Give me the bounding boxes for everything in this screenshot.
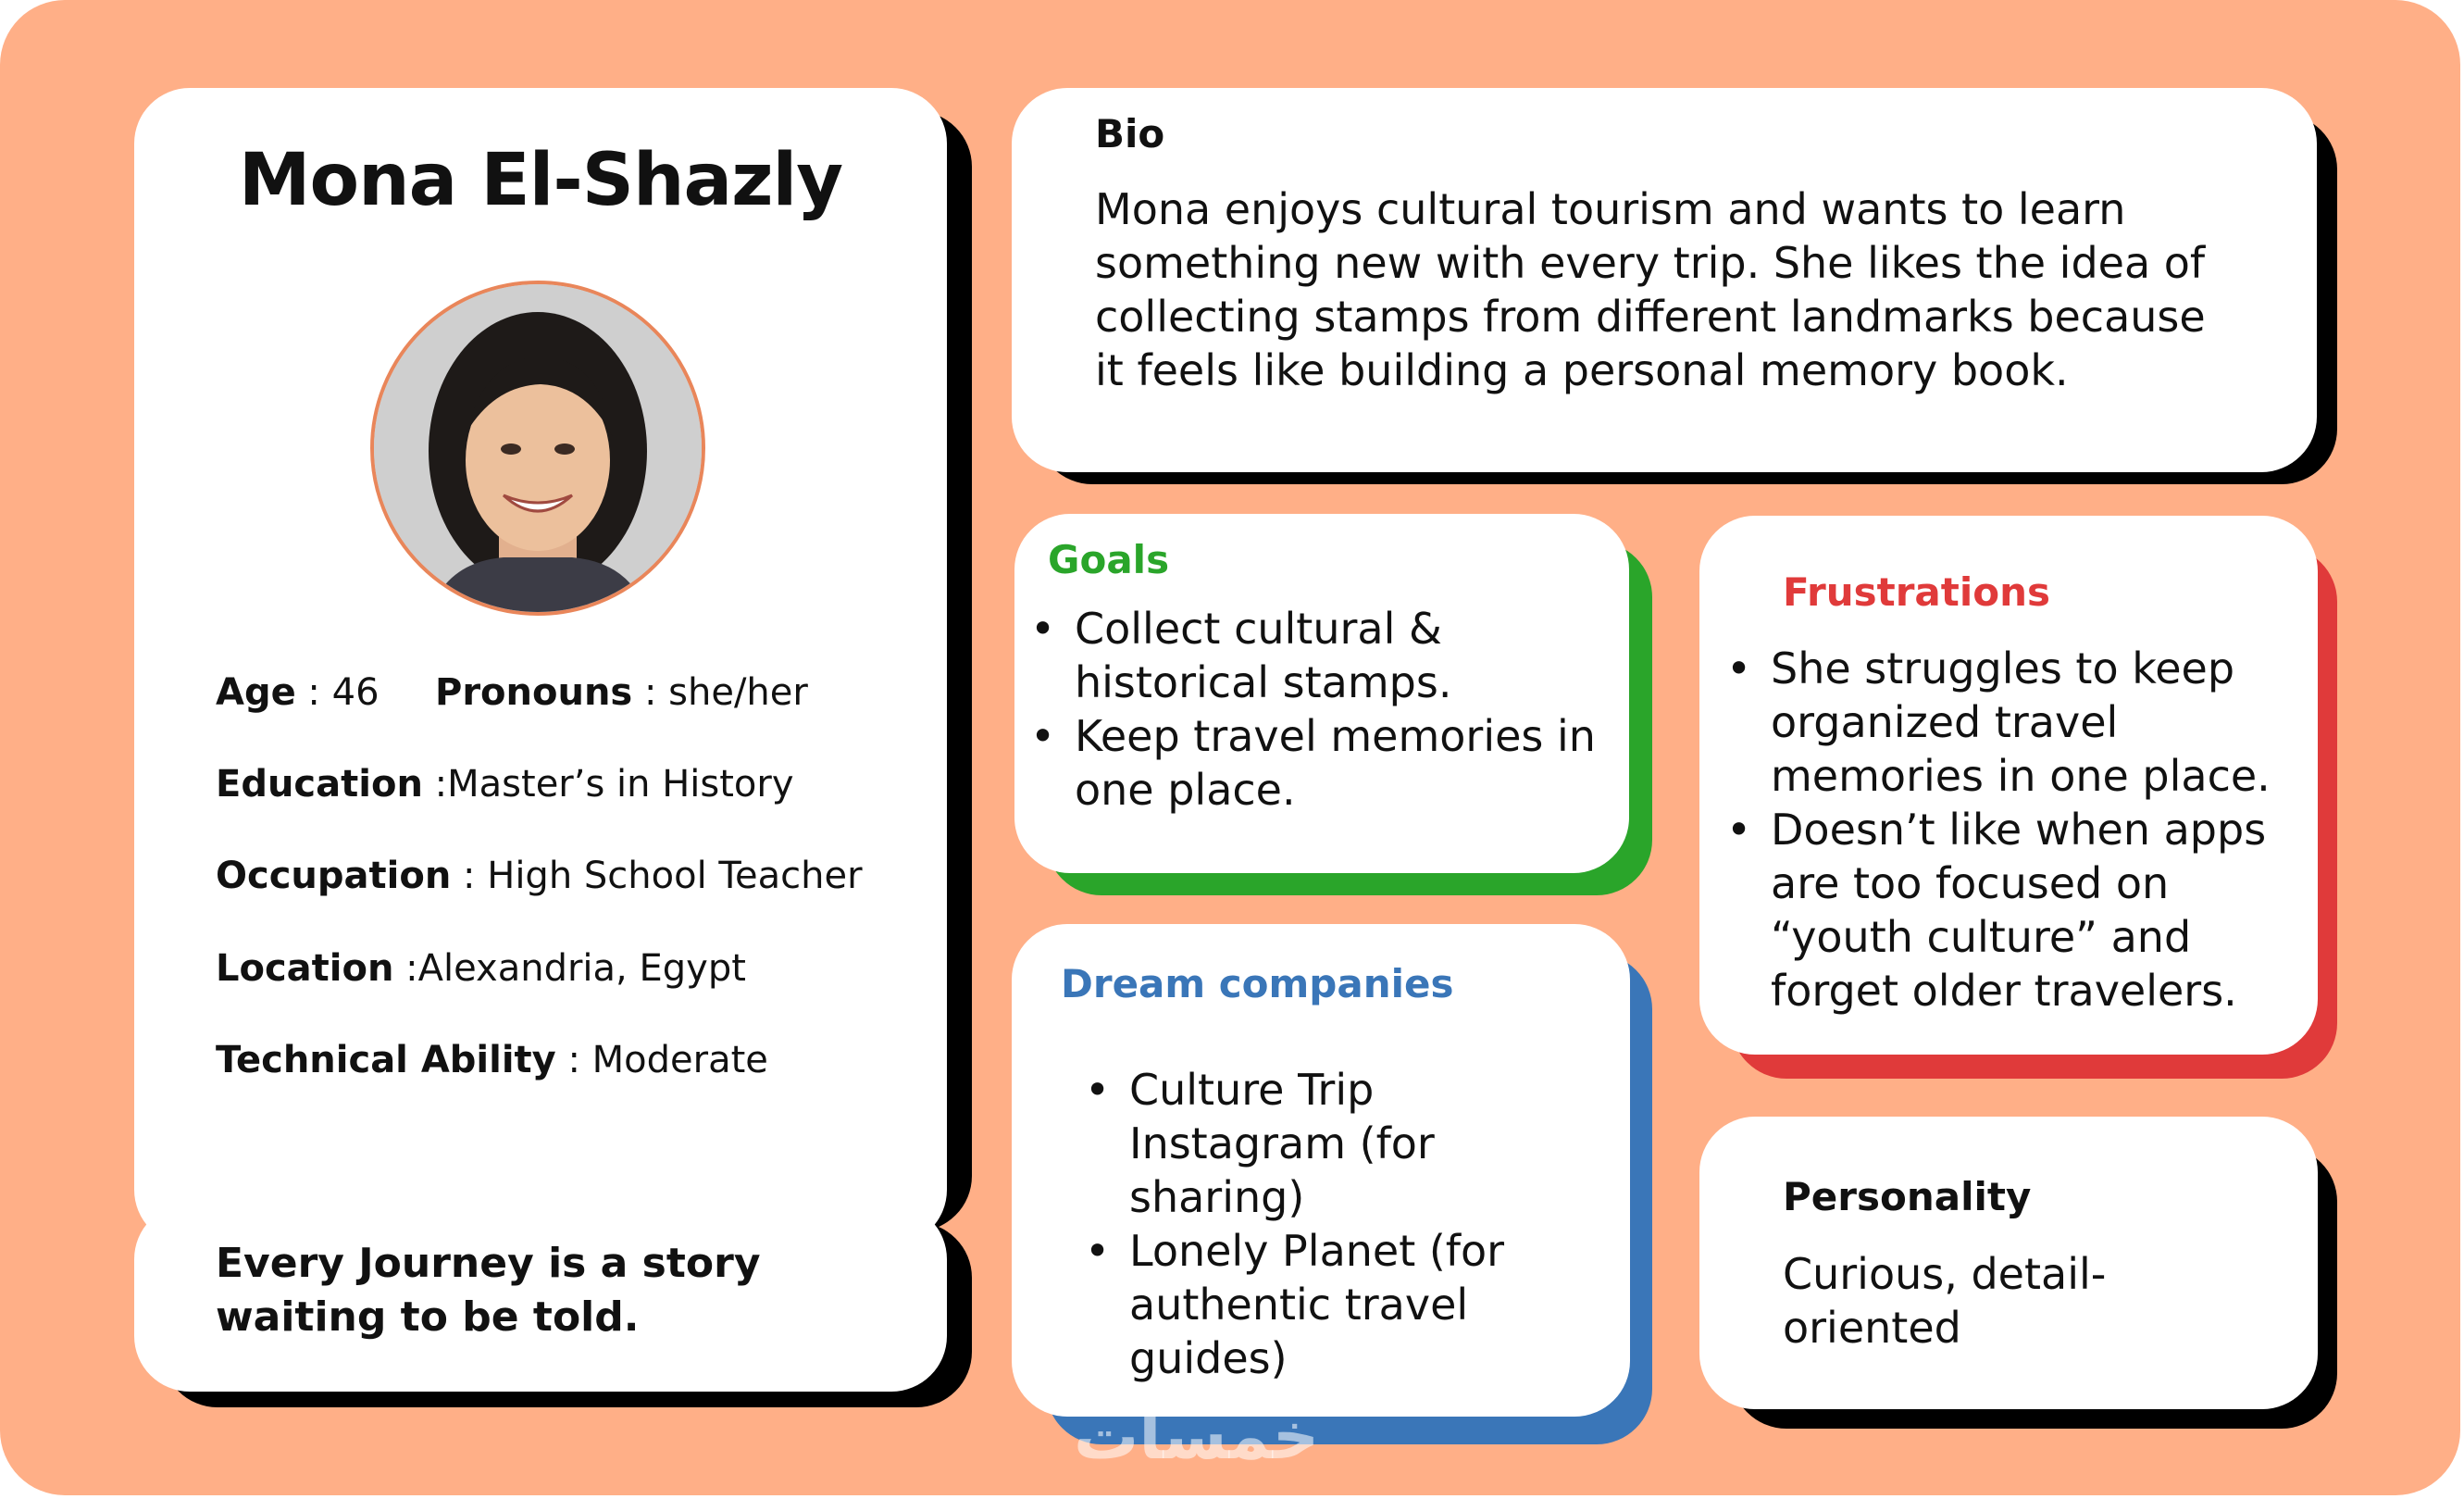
occupation-label: Occupation xyxy=(216,855,452,897)
pronouns-sep: : xyxy=(632,671,669,714)
quote-line-2: waiting to be told. xyxy=(216,1293,640,1341)
technical-ability-value: Moderate xyxy=(591,1039,768,1081)
persona-quote xyxy=(216,1237,761,1344)
education-sep: : xyxy=(422,763,448,806)
location-row xyxy=(216,947,746,990)
dream-company-item: • Culture Trip Instagram (for sharing) xyxy=(1085,1063,1566,1224)
frustrations-list xyxy=(1726,642,2300,1018)
age-value: 46 xyxy=(331,671,380,714)
location-sep: : xyxy=(393,947,418,990)
pronouns-value: she/her xyxy=(668,671,808,714)
location-label: Location xyxy=(216,947,394,990)
frustrations-title: Frustrations xyxy=(1783,569,2050,615)
dream-company-item: • Lonely Planet (for authentic travel guides) xyxy=(1085,1224,1566,1385)
goal-item: • Keep travel memories in one place. xyxy=(1030,709,1613,817)
education-value: Master’s in History xyxy=(447,763,794,806)
frustration-item: • She struggles to keep organized travel memories in one place. xyxy=(1726,642,2300,803)
education-row xyxy=(216,763,794,806)
portrait-photo-icon xyxy=(374,284,702,612)
technical-ability-sep: : xyxy=(555,1039,592,1081)
occupation-value: High School Teacher xyxy=(487,855,863,897)
bio-text: Mona enjoys cultural tourism and wants to learn something new with every trip. She likes the idea of collecting stamps from different landmarks because it feels like building a personal memory book. xyxy=(1095,184,2206,395)
occupation-sep: : xyxy=(451,855,488,897)
age-pronouns-row xyxy=(216,671,380,714)
age-label: Age xyxy=(216,671,296,714)
technical-ability-label: Technical Ability xyxy=(216,1039,556,1081)
education-label: Education xyxy=(216,763,423,806)
persona-name: Mona El-Shazly xyxy=(238,139,843,222)
dream-companies-title: Dream companies xyxy=(1061,961,1454,1006)
location-value: Alexandria, Egypt xyxy=(417,947,746,990)
technical-ability-row xyxy=(216,1039,768,1081)
personality-text: Curious, detail-oriented xyxy=(1783,1249,2107,1353)
avatar xyxy=(370,281,705,616)
age-sep: : xyxy=(295,671,332,714)
goal-item: • Collect cultural & historical stamps. xyxy=(1030,602,1613,709)
occupation-row xyxy=(216,855,863,897)
personality-title: Personality xyxy=(1783,1174,2032,1219)
quote-line-1: Every Journey is a story xyxy=(216,1240,761,1287)
watermark-logo xyxy=(1074,1398,1319,1474)
dream-companies-list xyxy=(1085,1063,1566,1385)
frustration-item: • Doesn’t like when apps are too focused on “youth culture” and forget older travelers. xyxy=(1726,803,2300,1018)
pronouns-label: Pronouns xyxy=(435,671,633,714)
pronouns-row xyxy=(435,671,808,714)
goals-list xyxy=(1030,602,1613,817)
bio-title: Bio xyxy=(1095,111,1165,156)
goals-title: Goals xyxy=(1048,537,1170,582)
watermark-text: خمسات xyxy=(1074,1398,1320,1474)
